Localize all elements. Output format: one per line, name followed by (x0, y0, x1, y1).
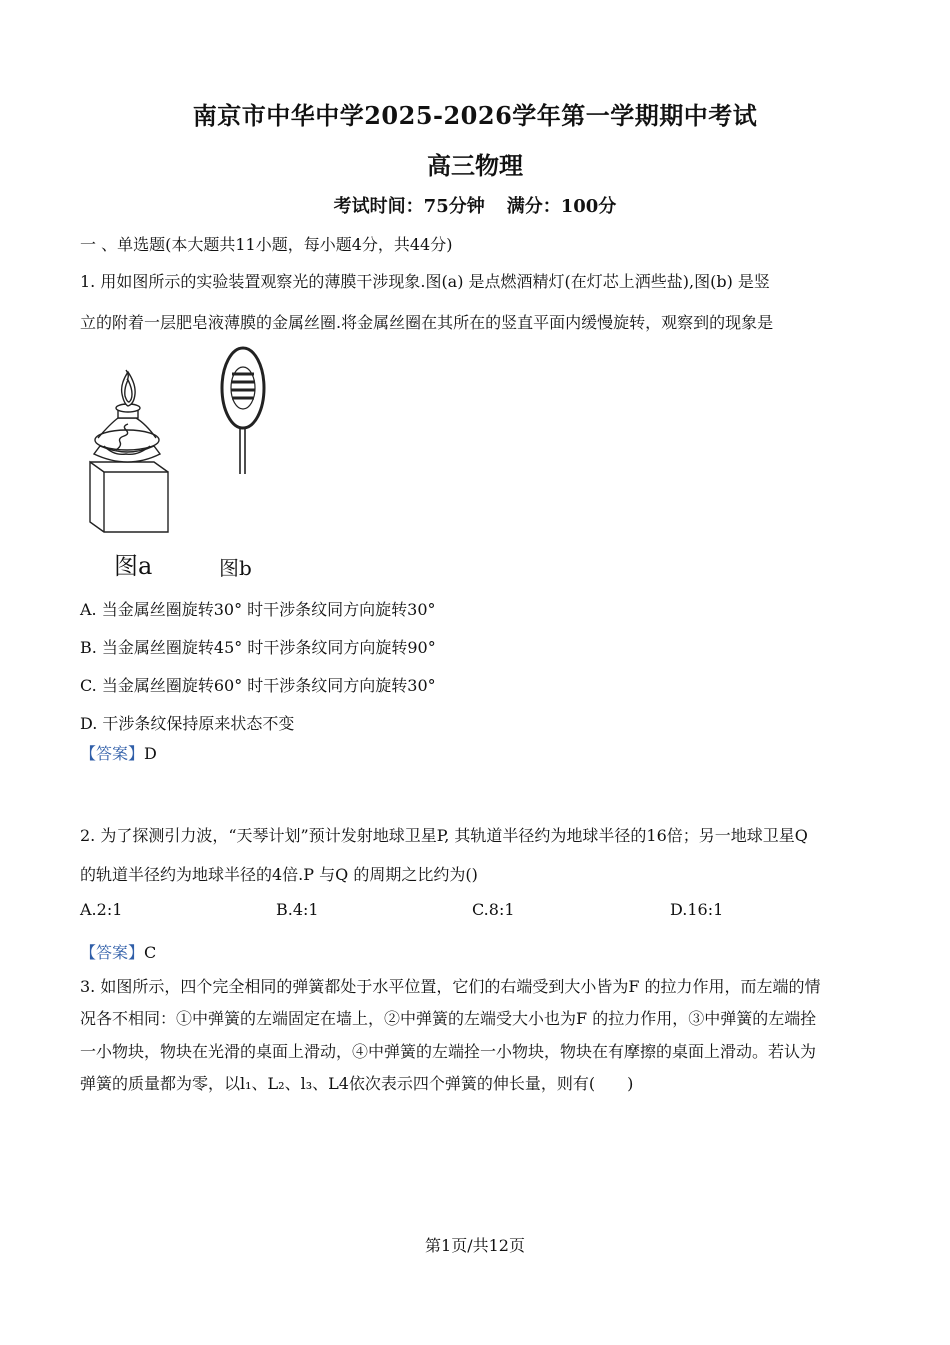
q1-option-b: B. 当金属丝圈旋转45° 时干涉条纹同方向旋转90° (80, 638, 436, 657)
q1-line2: 立的附着一层肥皂液薄膜的金属丝圈.将金属丝圈在其所在的竖直平面内缓慢旋转，观察到的现象是 (80, 313, 774, 332)
q2-option-b: B.4:1 (276, 900, 319, 919)
q3-line1: 3. 如图所示，四个完全相同的弹簧都处于水平位置，它们的右端受到大小皆为F 的拉力作用，而左端的情 (80, 977, 821, 996)
q1-answer (80, 741, 157, 764)
page-number: 第1页/共12页 (425, 1236, 525, 1255)
exam-score: 满分：100分 (506, 196, 617, 217)
section-heading: 一 、单选题(本大题共11小题，每小题4分，共44分) (80, 235, 453, 254)
answer-value: C (144, 943, 157, 962)
q2-line1: 2. 为了探测引力波，“天琴计划”预计发射地球卫星P, 其轨道半径约为地球半径的16倍；另一地球卫星Q (80, 826, 808, 845)
exam-info (0, 192, 950, 218)
q3-line4: 弹簧的质量都为零，以l₁、L₂、l₃、L4依次表示四个弹簧的伸长量，则有( ) (80, 1074, 634, 1093)
exam-title: 南京市中华中学2025-2026学年第一学期期中考试 (192, 101, 758, 130)
wire-loop-figure (218, 346, 270, 478)
q3-line2: 况各不相同：①中弹簧的左端固定在墙上，②中弹簧的左端受大小也为F 的拉力作用，③中弹簧的左端拴 (80, 1009, 817, 1028)
exam-time: 考试时间：75分钟 (333, 196, 485, 217)
q1-option-c: C. 当金属丝圈旋转60° 时干涉条纹同方向旋转30° (80, 676, 436, 695)
figure-b-caption: 图b (219, 556, 252, 580)
answer-tag: 【答案】 (80, 943, 145, 962)
q3-line3: 一小物块，物块在光滑的桌面上滑动，④中弹簧的左端拴一小物块，物块在有摩擦的桌面上滑动。若认为 (80, 1042, 817, 1061)
subject-title: 高三物理 (427, 151, 523, 180)
figure-a-caption: 图a (114, 552, 153, 580)
q1-line1: 1. 用如图所示的实验装置观察光的薄膜干涉现象.图(a) 是点燃酒精灯(在灯芯上洒些盐),图(b) 是竖 (80, 272, 770, 291)
alcohol-lamp-figure (80, 366, 176, 538)
q2-answer (80, 940, 156, 963)
q2-option-c: C.8:1 (472, 900, 515, 919)
q2-option-d: D.16:1 (670, 900, 724, 919)
answer-tag: 【答案】 (80, 744, 145, 763)
q1-option-d: D. 干涉条纹保持原来状态不变 (80, 714, 295, 733)
answer-value: D (144, 744, 157, 763)
q2-line2: 的轨道半径约为地球半径的4倍.P 与Q 的周期之比约为() (80, 865, 478, 884)
q1-option-a: A. 当金属丝圈旋转30° 时干涉条纹同方向旋转30° (80, 600, 436, 619)
q2-option-a: A.2:1 (80, 900, 123, 919)
